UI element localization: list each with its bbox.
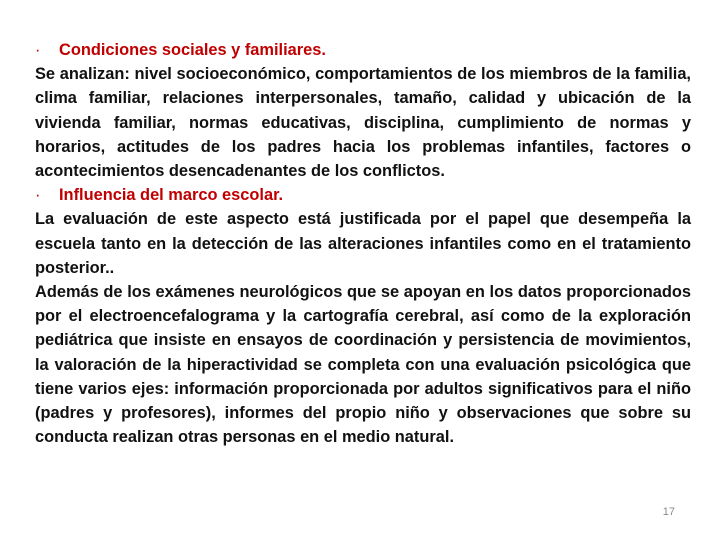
paragraph-school-evaluation: La evaluación de este aspecto está justificada por el papel que desempeña la escuela tanto en la detección de las alteraciones infantiles como en el tratamiento posterior.. xyxy=(35,210,691,277)
section-heading-school xyxy=(35,183,691,207)
page-number: 17 xyxy=(662,506,675,518)
paragraph-social-family: Se analizan: nivel socioeconómico, comportamientos de los miembros de la familia, clima familiar, relaciones interpersonales, tamaño, calidad y ubicación de la vivienda familiar, normas educativas, disciplina, cumplimiento de normas y horarios, actitudes de los padres hacia los problemas infantiles, factores o acontecimientos desencadenantes de los conflictos. xyxy=(35,65,691,181)
bullet-icon: · xyxy=(35,41,41,59)
heading-text: Influencia del marco escolar. xyxy=(59,186,284,205)
paragraph-exams: Además de los exámenes neurológicos que se apoyan en los datos proporcionados por el electroencefalograma y la cartografía cerebral, así como de la exploración pediátrica que insiste en ensayos de coordinación y persistencia de movimientos, la valoración de la hiperactividad se completa con una evaluación psicológica que tiene varios ejes: información proporcionada por adultos significativos para el niño (padres y profesores), informes del propio niño y observaciones que sobre su conducta realizan otras personas en el medio natural. xyxy=(35,283,691,447)
bullet-icon: · xyxy=(35,186,41,205)
slide-content xyxy=(35,38,691,449)
section-heading-social-family xyxy=(35,38,691,62)
heading-text: Condiciones sociales y familiares. xyxy=(59,41,326,59)
